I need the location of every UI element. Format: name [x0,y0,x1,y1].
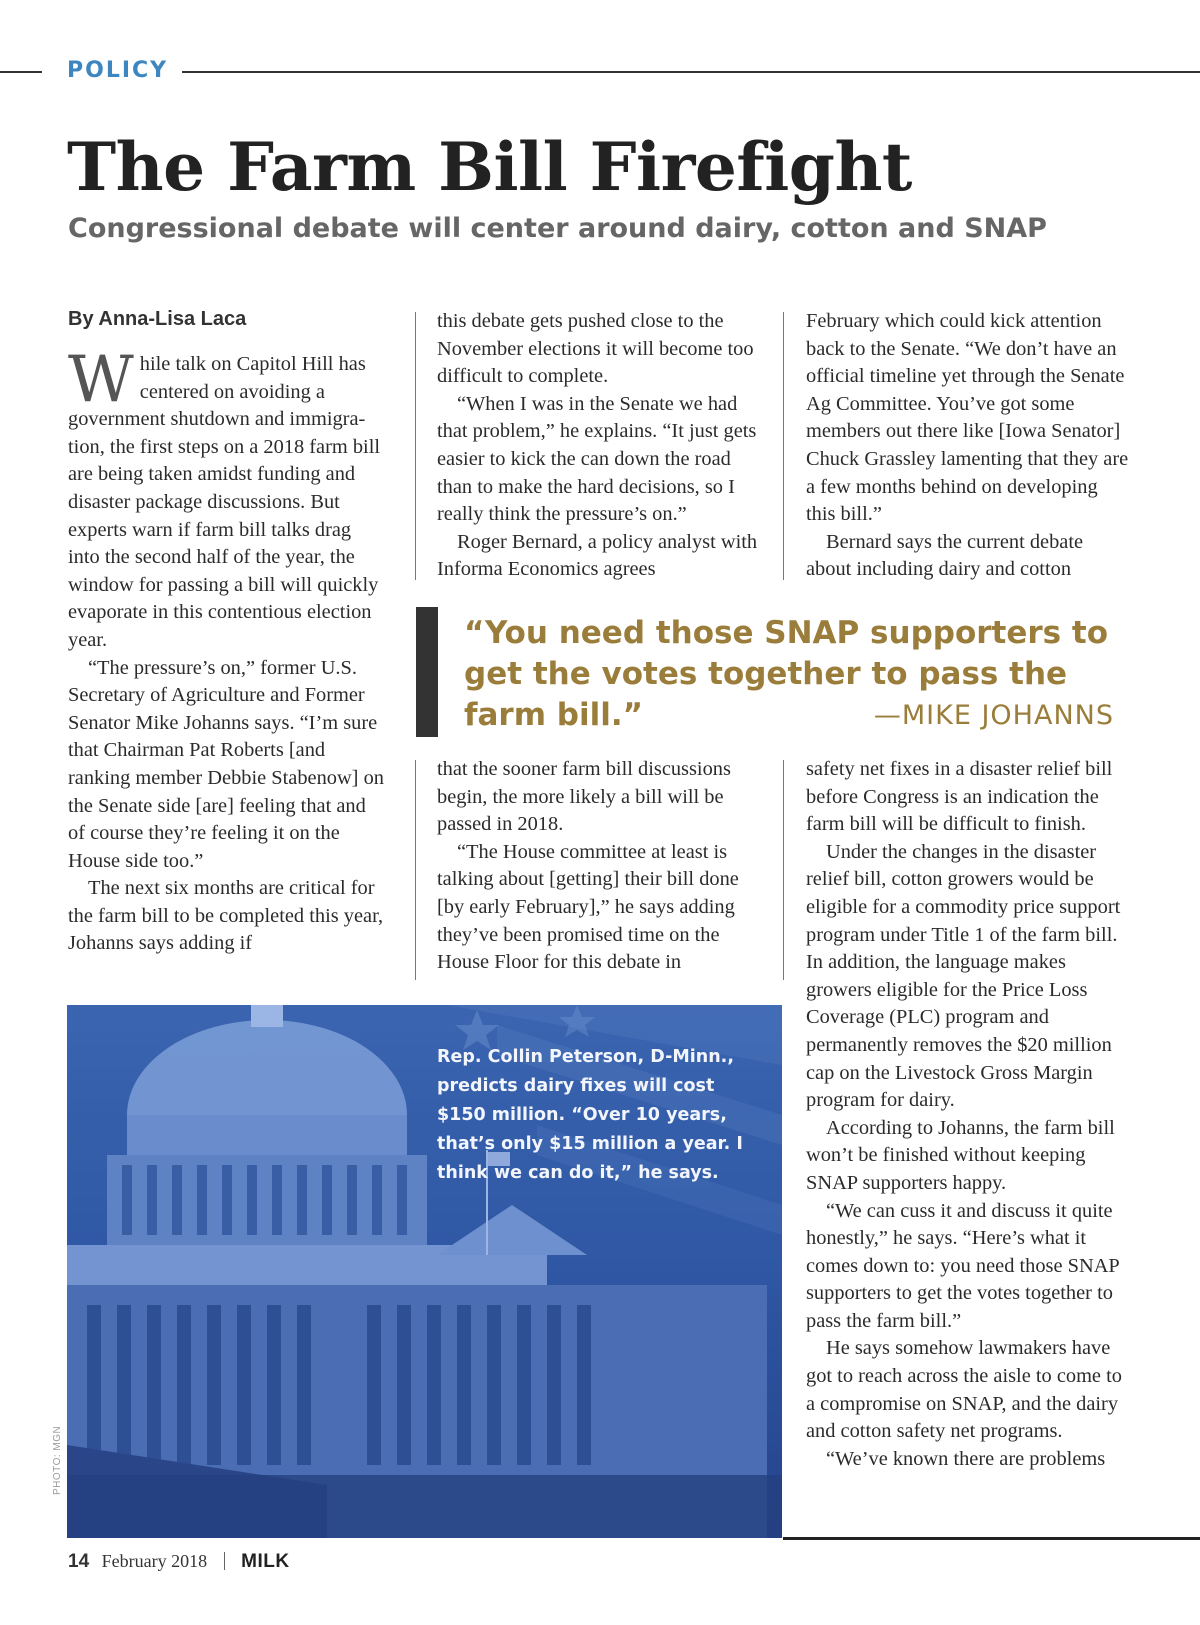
footer-divider [224,1552,225,1570]
column-rule [783,760,784,980]
section-label: POLICY [67,58,169,83]
article-column-2-top [437,308,759,584]
article-paragraph: While talk on Capitol Hill has centered on avoiding a government shutdown and immigra-tion, the first steps on a 2018 farm bill are being taken amidst funding and disaster package discussions. But experts warn if farm bill talks drag into the second half of the year, the window for passing a bill will quickly evaporate in this contentious election year. [68,343,381,651]
article-paragraph: Under the changes in the disaster relief bill, cotton growers would be eligible for a commodity price support program under Title 1 of the farm bill. In addition, the language makes growers eligible for the Price Loss Coverage (PLC) program and permanently removes the $20 million cap on the Livestock Gross Margin program for dairy. [806,840,1121,1112]
page-title: The Farm Bill Firefight [67,128,912,206]
photo-credit: PHOTO: MGN [52,1425,63,1495]
subhead: Congressional debate will center around dairy, cotton and SNAP [68,213,1047,244]
article-paragraph: “The pressure’s on,” former U.S. Secretary of Agriculture and Former Senator Mike Johanns says. “I’m sure that Chairman Pat Roberts [and ranking member Debbie Stabenow] on the Senate side [are] feeling that and of course they’re feeling it on the House side too.” [68,656,384,872]
article-paragraph: February which could kick attention back to the Senate. “We don’t have an official timeline yet through the Senate Ag Committee. You’ve got some members out there like [Iowa Senator] Chuck Grassley lamenting that they are a few months behind on developing this bill.” [806,310,1129,526]
article-paragraph: According to Johanns, the farm bill won’t be finished without keeping SNAP supporters happy. [806,1116,1115,1194]
article-paragraph: He says somehow lawmakers have got to reach across the aisle to come to a compromise on SNAP, and the dairy and cotton safety net programs. [806,1337,1122,1443]
column-rule [415,760,416,980]
page-number: 14 [68,1551,90,1572]
column-rule [783,312,784,580]
article-paragraph: this debate gets pushed close to the November elections it will become too difficult to complete. [437,310,754,388]
article-paragraph: “We can cuss it and discuss it quite honestly,” he says. “Here’s what it comes down to: you need those SNAP supporters to get the votes together to pass the farm bill.” [806,1199,1120,1332]
article-paragraph: that the sooner farm bill discussions begin, the more likely a bill will be passed in 2018. [437,758,731,836]
article-column-3-bottom [806,756,1136,1473]
section-rule-left [0,71,42,73]
issue-date: February 2018 [101,1551,208,1571]
page-footer [68,1551,290,1573]
pullquote: “You need those SNAP supporters to get the votes together to pass the farm bill.” [464,615,1109,733]
magazine-logo: MILK [241,1551,290,1572]
article-paragraph: The next six months are critical for the farm bill to be completed this year, Johanns says adding if [68,877,384,955]
article-paragraph: Roger Bernard, a policy analyst with Informa Economics agrees [437,530,758,581]
pullquote-attribution: —MIKE JOHANNS [873,700,1114,731]
article-column-3-top [806,308,1132,584]
article-paragraph: “The House committee at least is talking about [getting] their bill done [by early February],” he says adding they’ve been promised time on the House Floor for this debate in [437,840,739,974]
article-column-2-bottom [437,756,759,977]
section-rule-right [182,71,1200,73]
article-column-1 [68,343,384,958]
capitol-photo [67,1005,782,1538]
article-paragraph: “When I was in the Senate we had that problem,” he explains. “It just gets easier to kick the can down the road than to make the hard decisions, so I really think the pressure’s on.” [437,392,757,526]
footer-rule [783,1537,1200,1540]
article-paragraph: safety net fixes in a disaster relief bill before Congress is an indication the farm bill will be difficult to finish. [806,758,1113,836]
photo-caption: Rep. Collin Peterson, D-Minn., predicts dairy fixes will cost $150 million. “Over 10 years, that’s only $15 million a year. I think we can do it,” he says. [437,1047,743,1183]
drop-cap: W [68,343,134,417]
pullquote-bar [416,607,438,737]
column-rule [415,312,416,580]
article-paragraph: Bernard says the current debate about including dairy and cotton [806,530,1084,581]
byline: By Anna-Lisa Laca [68,308,247,330]
article-paragraph: “We’ve known there are problems [826,1447,1106,1470]
